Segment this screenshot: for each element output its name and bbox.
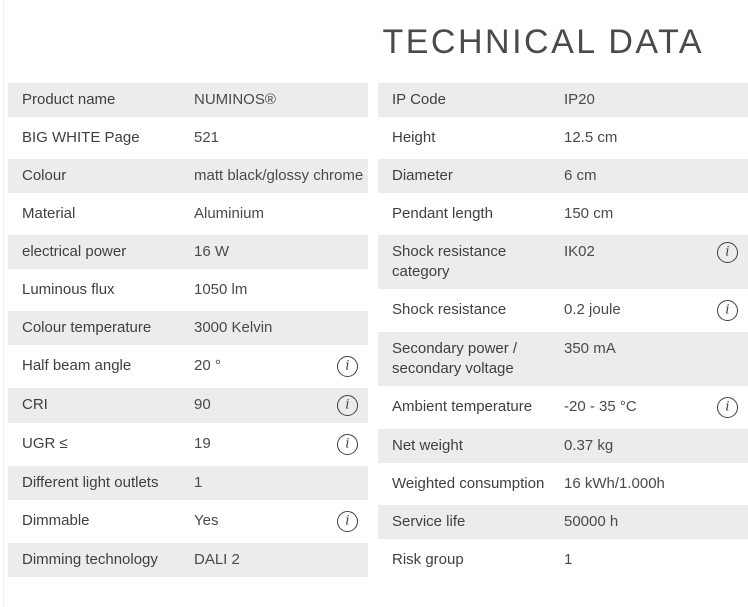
spec-value: 1 [564, 551, 573, 568]
spec-value: 1050 lm [194, 281, 248, 298]
spec-label: Secondary power / secondary voltage [392, 340, 518, 377]
info-icon[interactable] [337, 356, 358, 377]
spec-value: 150 cm [564, 205, 614, 222]
table-row [378, 121, 748, 155]
spec-label: Pendant length [392, 205, 493, 222]
table-row [378, 159, 748, 193]
spec-label: BIG WHITE Page [22, 129, 140, 146]
info-icon-glyph: i [345, 358, 350, 374]
spec-value: 6 cm [564, 167, 597, 184]
table-row [8, 83, 368, 117]
spec-value: DALI 2 [194, 551, 240, 568]
spec-label: Risk group [392, 551, 464, 568]
table-row [8, 197, 368, 231]
spec-label: Luminous flux [22, 281, 115, 298]
spec-value: 3000 Kelvin [194, 319, 273, 336]
table-row [8, 388, 368, 423]
table-row [8, 504, 368, 539]
page-title: TECHNICAL DATA [382, 23, 704, 61]
spec-value: 1 [194, 474, 203, 491]
table-row [378, 467, 748, 501]
spec-value: 16 W [194, 243, 230, 260]
spec-label: Dimming technology [22, 551, 158, 568]
spec-value: 350 mA [564, 340, 616, 357]
table-row [8, 159, 368, 193]
spec-value: 0.2 joule [564, 301, 621, 318]
spec-value: -20 - 35 °C [564, 398, 637, 415]
spec-label: UGR ≤ [22, 435, 68, 452]
spec-table-left [8, 83, 368, 581]
spec-label: IP Code [392, 91, 446, 108]
table-row [378, 332, 748, 386]
table-row [8, 427, 368, 462]
spec-tables [0, 83, 748, 581]
spec-label: Service life [392, 513, 466, 530]
spec-label: Colour temperature [22, 319, 152, 336]
info-icon-glyph: i [725, 399, 730, 415]
info-icon[interactable] [337, 434, 358, 455]
info-icon[interactable] [337, 395, 358, 416]
spec-label: Different light outlets [22, 474, 159, 491]
spec-label: Half beam angle [22, 357, 132, 374]
spec-label: CRI [22, 396, 48, 413]
info-icon[interactable] [337, 511, 358, 532]
table-row [378, 235, 748, 289]
info-icon-glyph: i [725, 244, 730, 260]
table-row [8, 235, 368, 269]
spec-value: 20 ° [194, 357, 221, 374]
spec-value: 16 kWh/1.000h [564, 475, 665, 492]
table-row [378, 543, 748, 577]
table-row [378, 390, 748, 425]
spec-value: IK02 [564, 243, 595, 260]
table-row [378, 293, 748, 328]
spec-value: 19 [194, 435, 211, 452]
table-row [8, 311, 368, 345]
table-row [378, 83, 748, 117]
spec-label: Colour [22, 167, 67, 184]
table-row [378, 197, 748, 231]
spec-label: Dimmable [22, 512, 90, 529]
info-icon-glyph: i [345, 397, 350, 413]
spec-value: Aluminium [194, 205, 265, 222]
spec-value: 0.37 kg [564, 437, 614, 454]
spec-value: matt black/glossy chrome [194, 167, 364, 184]
info-icon[interactable] [717, 242, 738, 263]
table-row [8, 121, 368, 155]
spec-label: Net weight [392, 437, 463, 454]
table-row [378, 505, 748, 539]
info-icon-glyph: i [725, 302, 730, 318]
table-row [378, 429, 748, 463]
spec-value: IP20 [564, 91, 595, 108]
spec-label: Shock resistance [392, 301, 507, 318]
spec-label: Height [392, 129, 436, 146]
spec-value: 12.5 cm [564, 129, 618, 146]
spec-value: 521 [194, 129, 220, 146]
table-row [8, 543, 368, 577]
spec-label: Diameter [392, 167, 453, 184]
spec-value: 50000 h [564, 513, 619, 530]
spec-label: Material [22, 205, 76, 222]
table-row [8, 273, 368, 307]
table-row [8, 349, 368, 384]
spec-value: 90 [194, 396, 211, 413]
spec-table-right [378, 83, 748, 581]
spec-value: Yes [194, 512, 219, 529]
info-icon-glyph: i [345, 513, 350, 529]
spec-label: electrical power [22, 243, 127, 260]
info-icon[interactable] [717, 300, 738, 321]
info-icon[interactable] [717, 397, 738, 418]
spec-label: Ambient temperature [392, 398, 533, 415]
spec-label: Shock resistance category [392, 243, 507, 280]
page-left-edge-line [3, 0, 4, 607]
spec-value: NUMINOS® [194, 91, 276, 108]
spec-label: Product name [22, 91, 116, 108]
table-row [8, 466, 368, 500]
spec-label: Weighted consumption [392, 475, 545, 492]
info-icon-glyph: i [345, 436, 350, 452]
